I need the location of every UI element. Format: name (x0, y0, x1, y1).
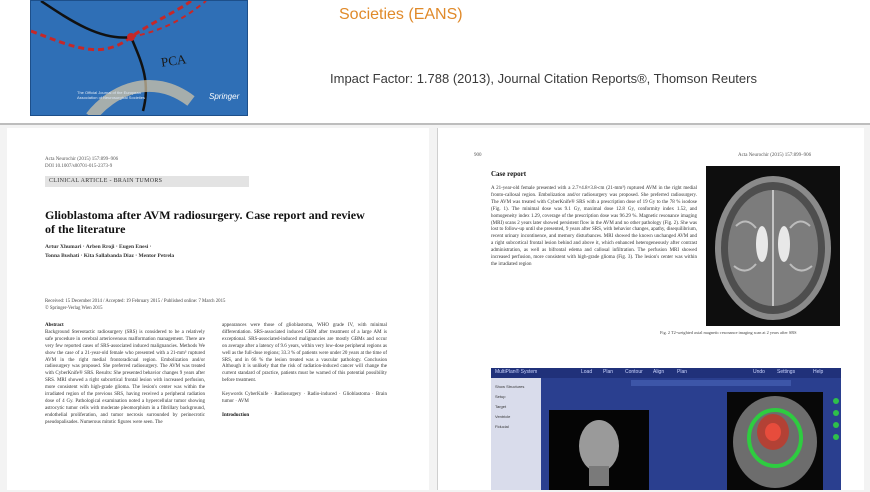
green-tool-icon (833, 434, 839, 440)
article-category: CLINICAL ARTICLE - BRAIN TUMORS (45, 176, 249, 187)
society-name: Societies (EANS) (339, 6, 463, 23)
software-tab: Plan (603, 369, 614, 375)
sidebar-item: Ventricle (495, 414, 511, 419)
impact-factor: Impact Factor: 1.788 (2013), Journal Citation Reports®, Thomson Reuters (330, 71, 757, 86)
software-tab: Load (581, 369, 593, 375)
software-button: Undo (753, 369, 765, 375)
mri-image (706, 166, 840, 326)
abstract-heading: Abstract (45, 323, 64, 328)
article-page-1 (7, 128, 429, 490)
abstract-text-right: appearances were those of glioblastoma, WHO grade IV, with minimal differentiation. SRS-associated induced GBM after treatment of a large AM is exceptional. SRS-associated-induced malignancies are mostly GBMs and occur on average after a latency of 9.6 years, within very low-dose peripheral regions as well as the full-dose regions; 33.3 % of patients were under 20 years at the time of SRS, and in 66 % the lesion treated was a vascular pathology. Conclusion Although it is unlikely that the risk of radiation-induced cancer will change the current standard of practice, patients must be warned of this potential possibility before treatment. (222, 323, 387, 384)
green-tool-icon (833, 410, 839, 416)
abstract-left-column (45, 323, 205, 427)
coronal-scan-icon (549, 410, 649, 490)
article-dates (45, 298, 305, 312)
figure-caption: Fig. 2 T2-weighted axial magnetic resonance imaging scan at 2 years after SRS (660, 330, 797, 335)
abstract-right-column (222, 323, 387, 420)
cover-small-text: The Official Journal of the European Association of Neurosurgical Societies (77, 90, 146, 100)
header-area (0, 0, 870, 122)
software-tab: Contour (625, 369, 643, 375)
sidebar-item: Show Structures (495, 384, 525, 389)
page-number: 900 (474, 153, 482, 158)
publisher-logo: Springer (209, 92, 240, 101)
authors-line: Artur Xhumari · Arben Rroji · Eugen Enesi · (45, 244, 152, 250)
axial-plan-view (727, 392, 823, 490)
mri-brain-scan (706, 166, 840, 326)
dates-line: Received: 15 December 2014 / Accepted: 19 February 2015 / Published online: 7 March 2015 (45, 299, 226, 304)
journal-cover (30, 0, 248, 116)
article-authors (45, 243, 305, 261)
software-title-bar (491, 368, 841, 378)
multiplan-software-screenshot (491, 368, 841, 490)
sidebar-item: Fiducial (495, 424, 509, 429)
case-report-text: A 21-year-old female presented with a 2.7×4.8×3.8-cm (21-mm³) ruptured AVM in the right medial fronto-callosal region. Embolization and/or radiosurgery was proposed. She preferred radiosurgery. The AVM was treated with CyberKnife® SRS with a prescription dose of 19 Gy to the 78 % isodose (Fig. 1). The minimal dose was 9.1 Gy, maximal dose 12.8 Gy, conformity index 1.52, and homogeneity index 1.29, coverage of the prescription dose was 96.29 %. Magnetic resonance imaging (MRI) scans 2 years later showed persistent flow in the AVM and no other pathology (Fig. 2). She was lost to follow-up until she presented, 9 years after SRS, with behavior changes, apathy, disequilibrium, recent urinary incontinence, and memory disturbances. MRI showed the known unchanged AVM and a right subcortical frontal lesion behind and above it, which enhanced heterogeneously after contrast administration, as well as bifrontal edema and callosal infiltration. The perfusion MRI showed increased perfusion, more consistent with high-grade glioma (Fig. 3). The lesion's center was within the irradiated region (491, 186, 697, 267)
section-heading: Case report (491, 170, 527, 178)
software-button: Help (813, 369, 824, 375)
sidebar-item: Setup (495, 394, 506, 399)
page2-running-header: Acta Neurochir (2015) 157:899–906 (738, 153, 812, 158)
abstract-text-left: Background Stereotactic radiosurgery (SRS) is considered to be a relatively safe procedure in cerebral arteriovenous malformation management. There are very few reported cases of SRS-associated induced malignancies. Methods We show the case of a 21-year-old female who presented with a 21-mm³ ruptured AVM in the right medial frontoradicual region. Embolization and/or radiosurgery was proposed. She preferred radiosurgery. The AVM was treated with CyberKnife® SRS. Results: She presented behavior changes 9 years after SRS. MRI showed a right subcortical frontal lesion with increased perfusion, more consistent with high-grade glioma. The lesion's center was within the irradiated region of the previous SRS, having received a peripheral radiation dose of 4 Gy. Pathological examination noted a hypercellular tumor showing astrocytic tumor cells with moderate pleomorphism in a fibrillary background, endothelial proliferation, and tumor necrosis surrounded by perinecrotic pseudopalisades. Numerous mitotic figures were seen. The (45, 329, 205, 425)
software-sidebar (491, 378, 541, 490)
article-page-2 (437, 128, 864, 490)
axial-dose-plan-icon (727, 392, 823, 490)
page1-header-line-1: Acta Neurochir (2015) 157:899–906 (45, 157, 119, 162)
software-title: MultiPlan® System (495, 369, 538, 375)
sidebar-item: Target (495, 404, 507, 409)
page1-header-line-2: DOI 10.1007/s00701-015-2373-9 (45, 164, 113, 169)
software-tab: Align (653, 369, 665, 375)
cover-label: PCA (160, 51, 188, 70)
green-tool-icon (833, 398, 839, 404)
copyright-line: © Springer-Verlag Wien 2015 (45, 306, 103, 311)
authors-line: Tonna Bushati · Kita Sallabanda Diaz · Mentor Petrela (45, 253, 175, 259)
software-toolbar (631, 380, 791, 386)
introduction-heading: Introduction (222, 412, 250, 418)
article-title: Glioblastoma after AVM radiosurgery. Case report and review of the literature (45, 208, 365, 236)
keywords: Keywords CyberKnife · Radiosurgery · Radio-induced · Glioblastoma · Brain tumor · AVM (222, 392, 387, 404)
coronal-view (549, 410, 649, 490)
green-tool-icon (833, 422, 839, 428)
software-tab: Plan (677, 369, 688, 375)
software-button: Settings (777, 369, 796, 375)
